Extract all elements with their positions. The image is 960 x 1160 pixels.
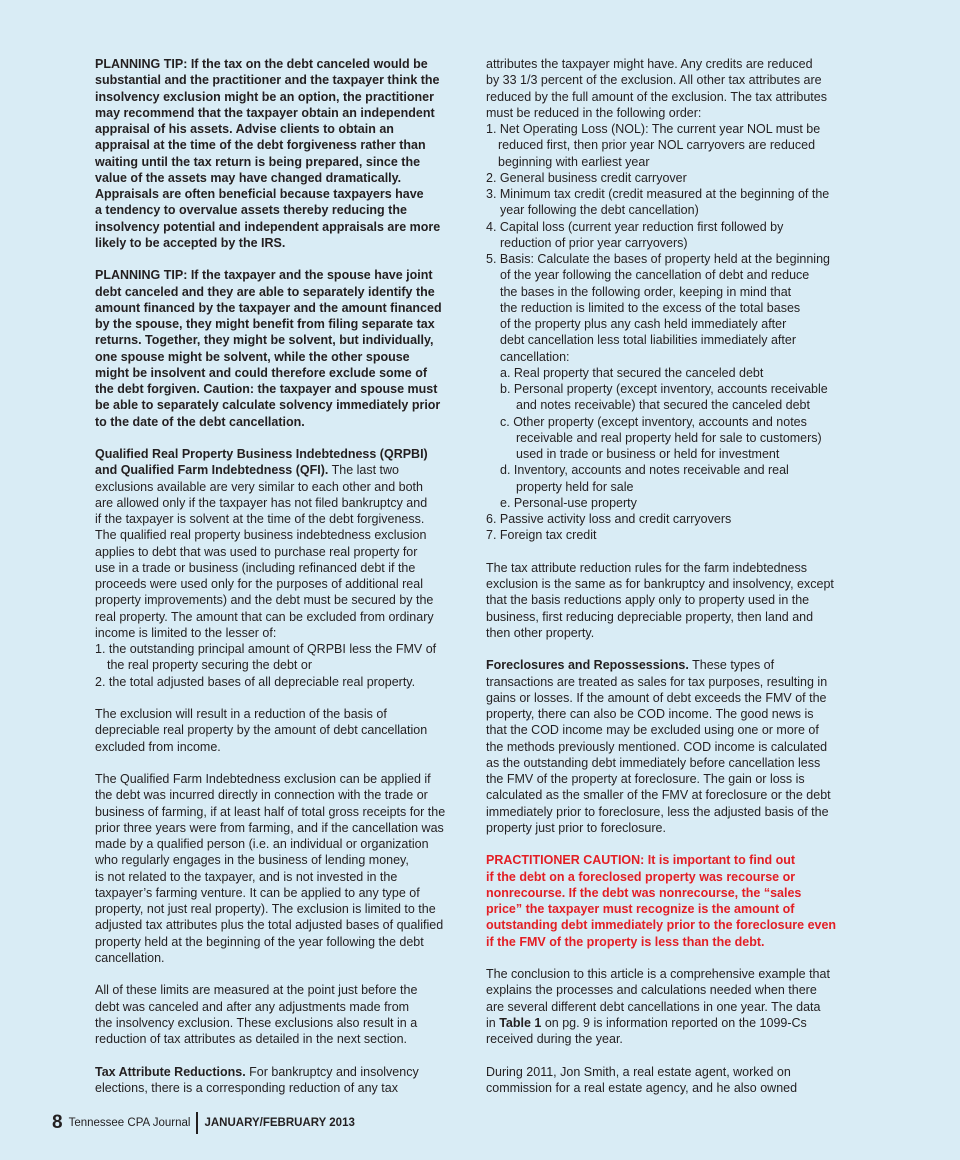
text-run: used in trade or business or held for investment (516, 447, 780, 461)
text-line (95, 950, 475, 966)
text-line (486, 771, 864, 787)
text-line: nonrecourse. If the debt was nonrecourse, the “sales (486, 885, 802, 900)
text-run: then other property. (486, 625, 595, 640)
text-run: For bankruptcy and insolvency (245, 1064, 419, 1079)
text-line: amount financed by the taxpayer and the amount financed (95, 300, 442, 315)
text-run: exclusions available are very similar to each other and both (95, 479, 423, 494)
text-run: taxpayer’s farming venture. It can be applied to any type of (95, 885, 420, 900)
text-line (486, 982, 864, 998)
text-run: prior three years were from farming, and if the cancellation was (95, 820, 444, 835)
paragraph (95, 982, 475, 1047)
text-run: cancellation: (500, 349, 570, 364)
text-line (486, 1015, 864, 1031)
text-line (486, 154, 864, 170)
text-line (486, 1031, 864, 1047)
text-line (486, 1080, 864, 1096)
text-line: Appraisals are often beneficial because taxpayers have (95, 187, 424, 201)
text-run: reduction of prior year carryovers) (500, 235, 688, 250)
text-line (486, 430, 864, 446)
run-in-heading: Qualified Real Property Business Indebtedness (QRPBI) (95, 447, 428, 461)
text-line (95, 560, 475, 576)
text-run: received during the year. (486, 1032, 623, 1046)
text-line: the debt forgiven. Caution: the taxpayer and spouse must (95, 382, 438, 396)
text-run: 2. General business credit carryover (486, 170, 687, 185)
text-line (95, 641, 475, 657)
text-run: income is limited to the lesser of: (95, 625, 277, 640)
text-line (486, 576, 864, 592)
text-line (95, 852, 475, 868)
text-line (486, 755, 864, 771)
text-line (95, 479, 475, 495)
text-line (95, 869, 475, 885)
text-line: a tendency to overvalue assets thereby reducing the (95, 203, 407, 218)
text-run: a. Real property that secured the canceled debt (500, 365, 764, 380)
text-line (486, 966, 864, 982)
text-line (95, 592, 475, 608)
text-line (486, 560, 864, 576)
text-run: proceeds were used only for the purposes of additional real (95, 577, 423, 591)
paragraph (95, 706, 475, 755)
text-run: the real property securing the debt or (107, 658, 312, 673)
text-line: price” the taxpayer must recognize is the amount of (486, 902, 795, 916)
text-run: is not related to the taxpayer, and is not invested in the (95, 869, 398, 884)
text-run: 5. Basis: Calculate the bases of property held at the beginning (486, 252, 830, 266)
text-line (486, 527, 864, 543)
run-in-heading: Tax Attribute Reductions. (95, 1064, 246, 1079)
text-line (486, 365, 864, 381)
text-run: The exclusion will result in a reduction of the basis of (95, 707, 387, 721)
text-line (486, 657, 864, 673)
text-line (486, 1064, 864, 1080)
text-line: debt canceled and they are able to separately identify the (95, 284, 435, 299)
text-run: 1. the outstanding principal amount of QRPBI less the FMV of (95, 642, 437, 656)
text-line (486, 284, 864, 300)
text-line (95, 722, 475, 738)
text-line (95, 836, 475, 852)
text-line: to the date of the debt cancellation. (95, 414, 305, 429)
text-run: the methods previously mentioned. COD income is calculated (486, 739, 828, 754)
text-line (486, 170, 864, 186)
text-line: if the FMV of the property is less than the debt. (486, 934, 765, 949)
text-line (486, 300, 864, 316)
text-run: business of farming, if at least half of total gross receipts for the (95, 804, 446, 819)
text-line: PLANNING TIP: If the taxpayer and the spouse have joint (95, 268, 433, 283)
text-run: cancellation. (95, 950, 165, 965)
text-line (486, 137, 864, 153)
text-line (95, 495, 475, 511)
text-line (95, 625, 475, 641)
text-line (486, 674, 864, 690)
text-run: transactions are treated as sales for tax purposes, resulting in (486, 674, 828, 689)
text-run: reduction of tax attributes as detailed in the next section. (95, 1032, 407, 1046)
text-run: adjusted tax attributes plus the total adjusted bases of qualified (95, 918, 444, 933)
text-run: the debt was incurred directly in connection with the trade or (95, 788, 428, 803)
footer-divider (196, 1112, 198, 1134)
text-run: made by a qualified person (i.e. an individual or organization (95, 837, 429, 851)
text-line (486, 267, 864, 283)
text-line (486, 592, 864, 608)
text-line (95, 674, 475, 690)
text-line: PRACTITIONER CAUTION: It is important to find out (486, 853, 795, 868)
text-line: substantial and the practitioner and the taxpayer think the (95, 73, 440, 88)
text-run: receivable and real property held for sale to customers) (516, 430, 822, 445)
text-line (486, 202, 864, 218)
text-run: that the COD income may be excluded using one or more of (486, 723, 819, 738)
text-line (95, 446, 475, 462)
text-line (486, 316, 864, 332)
text-line: PLANNING TIP: If the tax on the debt canceled would be (95, 57, 428, 71)
page-footer (52, 1110, 355, 1136)
text-line: returns. Together, they might be solvent, but individually, (95, 333, 434, 348)
text-line (95, 820, 475, 836)
text-line: outstanding debt immediately prior to the foreclosure even (486, 918, 837, 933)
text-run: beginning with earliest year (498, 154, 650, 169)
text-run: the bases in the following order, keeping in mind that (500, 284, 792, 299)
text-run: elections, there is a corresponding reduction of any tax (95, 1080, 398, 1095)
text-line (95, 1031, 475, 1047)
text-run: are allowed only if the taxpayer has not filed bankruptcy and (95, 495, 428, 510)
text-run: property just prior to foreclosure. (486, 820, 666, 835)
text-run: 1. Net Operating Loss (NOL): The current year NOL must be (486, 122, 821, 136)
text-line (95, 917, 475, 933)
paragraph (95, 771, 475, 966)
text-run: the FMV of the property at foreclosure. The gain or loss is (486, 772, 805, 786)
text-line (486, 219, 864, 235)
text-run: b. Personal property (except inventory, accounts receivable (500, 382, 828, 396)
run-in-heading: Foreclosures and Repossessions. (486, 658, 689, 673)
paragraph (486, 1064, 864, 1097)
text-run: of the year following the cancellation of debt and reduce (500, 268, 810, 283)
text-run: commission for a real estate agency, and he also owned (486, 1080, 798, 1095)
text-line (486, 381, 864, 397)
issue-date: JANUARY/FEBRUARY 2013 (204, 1117, 355, 1129)
text-run: use in a trade or business (including refinanced debt if the (95, 560, 416, 575)
text-run: gains or losses. If the amount of debt exceeds the FMV of the (486, 690, 827, 705)
text-line (95, 885, 475, 901)
text-run: The tax attribute reduction rules for the farm indebtedness (486, 560, 808, 575)
text-run: depreciable real property by the amount of debt cancellation (95, 723, 428, 738)
text-line (486, 787, 864, 803)
text-run: as the outstanding debt immediately before cancellation less (486, 755, 821, 770)
text-line (95, 901, 475, 917)
text-line (486, 186, 864, 202)
text-line: waiting until the tax return is being prepared, since the (95, 154, 421, 169)
text-run: 6. Passive activity loss and credit carryovers (486, 512, 732, 526)
journal-name: Tennessee CPA Journal (68, 1117, 191, 1129)
text-run: if the taxpayer is solvent at the time of the debt forgiveness. (95, 512, 425, 526)
text-run: real property. The amount that can be excluded from ordinary (95, 609, 434, 624)
planning-tip (95, 56, 475, 251)
practitioner-caution (486, 852, 864, 950)
text-run: excluded from income. (95, 739, 221, 754)
text-line (486, 349, 864, 365)
text-run: The Qualified Farm Indebtedness exclusion can be applied if (95, 772, 431, 786)
text-line: appraisal of his assets. Advise clients to obtain an (95, 122, 394, 136)
text-run: 3. Minimum tax credit (credit measured at the beginning of the (486, 187, 830, 201)
text-line (95, 1080, 475, 1096)
text-run: that the basis reductions apply only to property used in the (486, 593, 810, 608)
text-line (486, 332, 864, 348)
text-run: The conclusion to this article is a comprehensive example that (486, 967, 830, 981)
text-run: All of these limits are measured at the point just before the (95, 983, 418, 998)
text-line (486, 820, 864, 836)
text-line (486, 625, 864, 641)
text-run: explains the processes and calculations needed when there (486, 983, 817, 998)
text-line (486, 89, 864, 105)
text-run: property, not just real property). The exclusion is limited to the (95, 902, 436, 916)
text-run: 4. Capital loss (current year reduction first followed by (486, 219, 784, 234)
text-line (486, 511, 864, 527)
page-number: 8 (52, 1112, 63, 1133)
text-run: on pg. 9 is information reported on the 1099-Cs (541, 1015, 807, 1030)
text-run: The qualified real property business indebtedness exclusion (95, 528, 427, 543)
text-line (95, 934, 475, 950)
text-line (95, 576, 475, 592)
text-line (486, 609, 864, 625)
text-run: calculated as the smaller of the FMV at foreclosure or the debt (486, 788, 831, 803)
text-line (486, 706, 864, 722)
table-reference: Table 1 (499, 1015, 542, 1030)
text-run: by 33 1/3 percent of the exclusion. All other tax attributes are (486, 73, 822, 88)
text-run: 7. Foreign tax credit (486, 528, 597, 543)
text-line: if the debt on a foreclosed property was recourse or (486, 869, 796, 884)
text-line (95, 544, 475, 560)
text-line (95, 982, 475, 998)
text-line: might be insolvent and could therefore exclude some of (95, 365, 428, 380)
text-line (95, 511, 475, 527)
run-in-heading: and Qualified Farm Indebtedness (QFI). (95, 463, 329, 478)
text-run: property, there can also be COD income. The good news is (486, 707, 814, 721)
text-run: 2. the total adjusted bases of all depreciable real property. (95, 674, 416, 689)
text-line (486, 397, 864, 413)
text-run: reduced first, then prior year NOL carryovers are reduced (498, 138, 816, 153)
text-line: insolvency exclusion might be an option, the practitioner (95, 89, 434, 104)
text-run: d. Inventory, accounts and notes receivable and real (500, 463, 789, 478)
text-line: likely to be accepted by the IRS. (95, 235, 286, 250)
text-line (486, 690, 864, 706)
text-line (486, 105, 864, 121)
right-column (486, 56, 864, 1096)
text-run: These types of (688, 658, 775, 673)
text-line (95, 787, 475, 803)
planning-tip (95, 267, 475, 430)
text-run: property held for sale (516, 479, 634, 494)
text-line (486, 479, 864, 495)
text-line (95, 609, 475, 625)
text-run: e. Personal-use property (500, 495, 637, 510)
text-line: value of the assets may have changed dramatically. (95, 170, 402, 185)
text-run: year following the debt cancellation) (500, 203, 699, 218)
left-column (95, 56, 475, 1096)
text-line (95, 804, 475, 820)
text-run: immediately prior to foreclosure, less the adjusted basis of the (486, 804, 829, 819)
text-line (95, 999, 475, 1015)
text-line (95, 706, 475, 722)
text-line (486, 56, 864, 72)
text-run: the reduction is limited to the excess of the total bases (500, 300, 801, 315)
text-line (95, 1015, 475, 1031)
paragraph (95, 446, 475, 690)
text-line: insolvency potential and independent appraisals are more (95, 219, 441, 234)
text-run: in (486, 1015, 500, 1030)
paragraph (95, 1064, 475, 1097)
text-run: the insolvency exclusion. These exclusions also result in a (95, 1015, 418, 1030)
text-line (486, 999, 864, 1015)
text-run: attributes the taxpayer might have. Any credits are reduced (486, 57, 813, 71)
text-run: debt cancellation less total liabilities immediately after (500, 333, 796, 348)
text-line: appraisal at the time of the debt forgiveness rather than (95, 138, 426, 153)
paragraph (486, 56, 864, 544)
text-line (95, 771, 475, 787)
text-line (486, 804, 864, 820)
paragraph (486, 966, 864, 1047)
paragraph (486, 657, 864, 836)
text-run: who regularly engages in the business of lending money, (95, 853, 409, 868)
text-run: and notes receivable) that secured the canceled debt (516, 398, 810, 413)
text-line: one spouse might be solvent, while the other spouse (95, 349, 410, 364)
text-line (486, 414, 864, 430)
text-line (95, 527, 475, 543)
text-run: must be reduced in the following order: (486, 105, 702, 120)
text-line (95, 462, 475, 478)
text-line (486, 495, 864, 511)
text-run: c. Other property (except inventory, accounts and notes (500, 414, 807, 429)
text-line (95, 657, 475, 673)
text-line (486, 251, 864, 267)
text-line (486, 462, 864, 478)
text-run: The last two (328, 463, 400, 478)
text-run: property improvements) and the debt must be secured by the (95, 593, 434, 608)
text-line (486, 739, 864, 755)
paragraph (486, 560, 864, 641)
text-run: During 2011, Jon Smith, a real estate agent, worked on (486, 1064, 791, 1079)
text-line: may recommend that the taxpayer obtain an independent (95, 105, 435, 120)
text-line (486, 235, 864, 251)
text-line (486, 722, 864, 738)
text-line: by the spouse, they might benefit from filing separate tax (95, 317, 435, 331)
text-line: be able to separately calculate solvency immediately prior (95, 398, 441, 413)
text-line (95, 739, 475, 755)
text-run: debt was canceled and after any adjustments made from (95, 999, 410, 1014)
text-line (486, 72, 864, 88)
text-line (486, 446, 864, 462)
text-run: reduced by the full amount of the exclusion. The tax attributes (486, 89, 827, 104)
text-run: are several different debt cancellations in one year. The data (486, 999, 821, 1014)
text-run: business, first reducing depreciable property, then land and (486, 609, 814, 624)
text-line (486, 121, 864, 137)
text-run: exclusion is the same as for bankruptcy and insolvency, except (486, 577, 834, 591)
text-run: of the property plus any cash held immediately after (500, 317, 787, 331)
text-run: property held at the beginning of the year following the debt (95, 934, 424, 949)
text-run: applies to debt that was used to purchase real property for (95, 544, 418, 559)
text-line (95, 1064, 475, 1080)
